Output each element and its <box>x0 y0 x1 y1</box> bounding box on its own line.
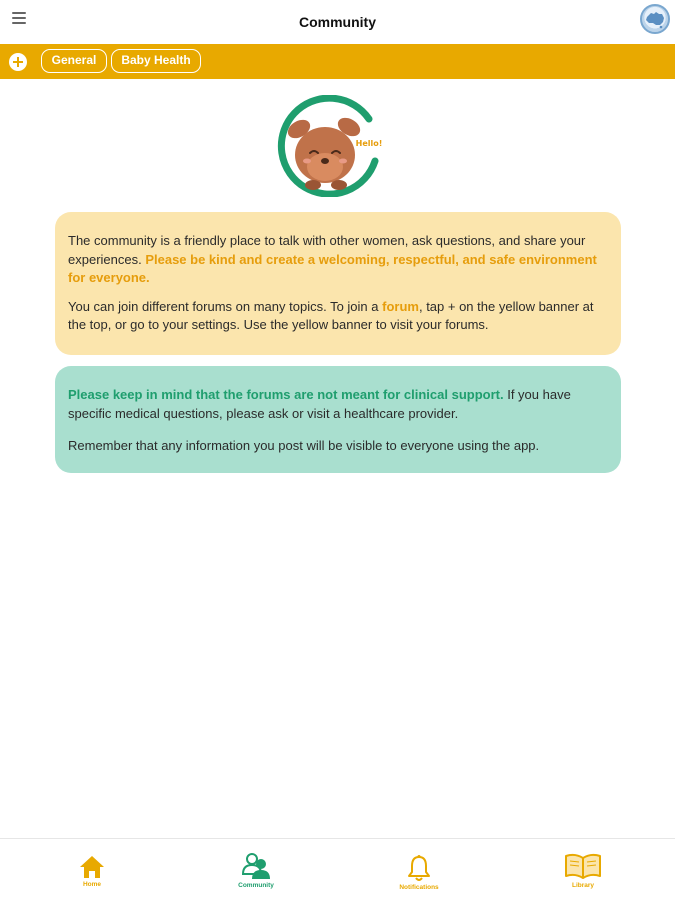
home-icon <box>79 854 105 880</box>
forum-chip-general[interactable]: General <box>41 49 107 73</box>
kangaroo-mascot <box>277 95 387 197</box>
add-forum-icon[interactable] <box>9 53 27 71</box>
intro-card <box>55 212 621 355</box>
page-title: Community <box>299 14 376 30</box>
australia-map-icon <box>642 6 668 32</box>
bell-icon <box>407 854 431 882</box>
join-text-before: You can join different forums on many topics. To join a <box>68 298 383 314</box>
nav-home-label: Home <box>82 881 102 888</box>
nav-community-label: Community <box>238 882 274 889</box>
clinical-notice-card <box>55 366 621 473</box>
forum-banner <box>0 44 675 79</box>
clinical-highlight: Please keep in mind that the forums are not meant for clinical support. <box>68 387 504 402</box>
notice-paragraph-2: Remember that any information you post will be visible to everyone using the app. <box>68 438 540 453</box>
notice-paragraph-1 <box>68 386 607 423</box>
nav-home[interactable] <box>47 839 137 901</box>
forum-chip-baby-health[interactable]: Baby Health <box>111 49 201 73</box>
mascot-speech: Hello! <box>355 139 383 148</box>
avatar[interactable] <box>640 4 670 34</box>
nav-community[interactable] <box>211 839 301 901</box>
nav-notifications-label: Notifications <box>399 884 439 891</box>
intro-paragraph-1 <box>68 232 607 288</box>
top-bar <box>0 0 675 44</box>
join-text-after: , tap + on the yellow banner at the top, or go to your settings. Use the yellow banner to visit your forums. <box>68 298 594 332</box>
notice-text: If you have specific medical questions, please ask or visit a healthcare provider. <box>68 387 571 421</box>
intro-paragraph-2 <box>68 298 607 335</box>
book-icon <box>563 852 603 880</box>
nav-library-label: Library <box>571 882 595 889</box>
intro-text: The community is a friendly place to talk with other women, ask questions, and share your experiences. <box>68 233 586 267</box>
forum-link[interactable]: forum <box>382 298 419 314</box>
nav-library[interactable] <box>538 839 628 901</box>
bottom-nav <box>0 838 675 901</box>
kindness-highlight: Please be kind and create a welcoming, respectful, and safe environment for everyone. <box>68 251 597 285</box>
nav-notifications[interactable] <box>374 839 464 901</box>
community-icon <box>241 852 271 880</box>
